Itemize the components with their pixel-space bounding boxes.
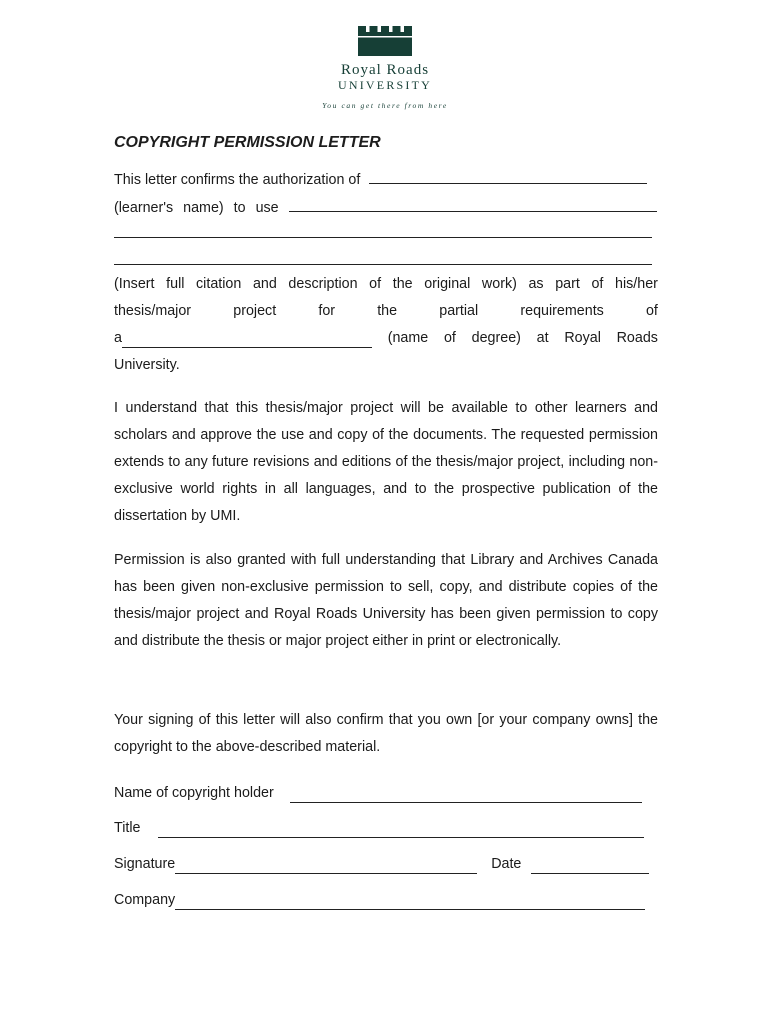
title-row — [114, 818, 658, 838]
citation-word: (Insert — [114, 276, 155, 292]
degree-word: Royal — [564, 330, 601, 346]
learner-label: name) — [183, 200, 224, 216]
ownership-paragraph: Your signing of this letter will also confirm that you own [or your company owns] the copyright to the above-described material. — [114, 712, 658, 755]
citation-word: original — [424, 276, 471, 292]
degree-line — [114, 328, 658, 348]
citation-word: his/her — [615, 276, 658, 292]
citation-word: as — [528, 276, 544, 292]
title-field[interactable] — [158, 821, 644, 838]
degree-line-end: University. — [114, 357, 180, 373]
degree-word: (name — [387, 330, 429, 346]
authorization-text: This letter confirms the authorization of — [114, 172, 361, 188]
learner-name-field[interactable] — [369, 167, 647, 184]
logo-tagline: You can get there from here — [322, 101, 448, 110]
castle-tower-icon — [358, 26, 412, 56]
university-logo — [0, 26, 770, 110]
degree-word: at — [536, 330, 549, 346]
logo-name-text: Royal Roads — [340, 62, 430, 78]
citation-word: part — [555, 276, 580, 292]
copyright-holder-row — [114, 783, 658, 803]
date-field[interactable] — [531, 857, 649, 874]
citation-word: of — [369, 276, 382, 292]
degree-blank-group — [114, 328, 372, 348]
signature-field[interactable] — [175, 857, 477, 874]
thesis-word: the — [377, 303, 398, 319]
copyright-holder-field[interactable] — [290, 786, 642, 803]
learner-label: (learner's — [114, 200, 174, 216]
degree-word: Roads — [616, 330, 658, 346]
permission-paragraph: Permission is also granted with full understanding that Library and Archives Canada has been given non-exclusive permission to sell, copy, and distribute copies of the thesis/major project and Royal Roads University has been given permission to copy and distribute the thesis or major project either in print or electronically. — [114, 552, 658, 649]
signature-row — [114, 854, 658, 874]
citation-word: full — [166, 276, 185, 292]
citation-field-line[interactable] — [114, 237, 652, 238]
thesis-word: thesis/major — [114, 303, 192, 319]
thesis-word: of — [645, 303, 658, 319]
thesis-word: partial — [439, 303, 479, 319]
thesis-word: for — [318, 303, 336, 319]
learner-label: use — [255, 200, 279, 216]
learner-use-line — [114, 195, 658, 218]
title-label: Title — [114, 820, 141, 836]
citation-word: work) — [481, 276, 517, 292]
date-label: Date — [491, 856, 522, 872]
thesis-word: requirements — [520, 303, 604, 319]
citation-word: citation — [196, 276, 242, 292]
citation-field-line[interactable] — [114, 264, 652, 265]
learner-label: to — [233, 200, 246, 216]
citation-instruction-line — [114, 274, 658, 294]
signature-label: Signature — [114, 856, 176, 872]
citation-word: description — [288, 276, 358, 292]
logo-university: UNIVERSITY — [338, 78, 432, 92]
degree-word: of — [443, 330, 456, 346]
thesis-word: project — [233, 303, 277, 319]
degree-word: degree) — [471, 330, 521, 346]
degree-prefix: a — [114, 330, 122, 346]
degree-name-field[interactable] — [122, 331, 372, 348]
authorization-line — [114, 167, 658, 190]
copyright-holder-label: Name of copyright holder — [114, 785, 274, 801]
thesis-requirement-line — [114, 301, 658, 321]
company-field[interactable] — [175, 893, 645, 910]
logo-name — [0, 62, 770, 78]
citation-word: and — [252, 276, 277, 292]
work-use-field[interactable] — [289, 195, 657, 212]
document-title: COPYRIGHT PERMISSION LETTER — [114, 134, 381, 151]
citation-word: the — [392, 276, 413, 292]
company-row — [114, 890, 658, 910]
availability-paragraph: I understand that this thesis/major project will be available to other learners and scholars and approve the use and copy of the documents. The requested permission extends to any future revisions and editions of the thesis/major project, including non-exclusive world rights in all languages, and to the prospective publication of the dissertation by UMI. — [114, 400, 658, 524]
citation-word: of — [591, 276, 604, 292]
company-label: Company — [114, 892, 176, 908]
